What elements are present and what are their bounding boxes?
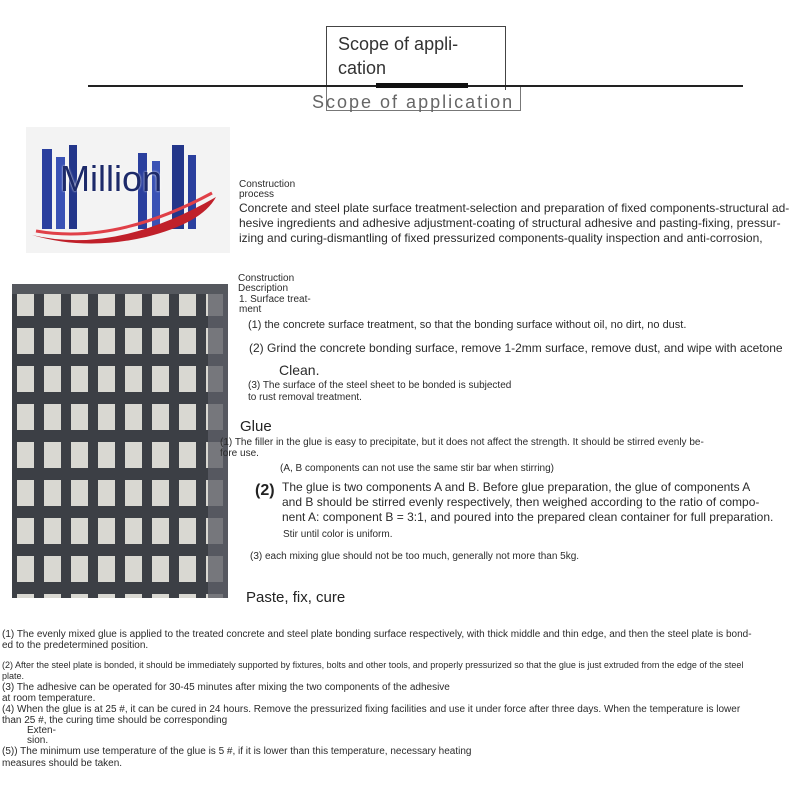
glue-step-2: The glue is two components A and B. Before glue preparation, the glue of components A and B should be stirred evenly respectively, then weighed according to the ratio of compo- nent A: component B = 3:1, and poured into the prepared clean container for full preparation. [282,480,774,524]
surface-step-2: (2) Grind the concrete bonding surface, remove 1-2mm surface, remove dust, and wipe with acetone [249,341,783,355]
paste-step-1: (1) The evenly mixed glue is applied to the treated concrete and steel plate bonding surface respectively, with thick middle and thin edge, and then the steel plate is bond- ed to the predetermined position. [2,629,752,651]
construction-process-text: Concrete and steel plate surface treatment-selection and preparation of fixed components-structural ad- hesive ingredients and adhesive adjustment-coating of structural adhesive and pasting-fixing, pressur- izing and curing-dismantling of fixed pressurized components-quality inspection and anti-corrosion, [239,201,790,245]
paste-step-4: (4) When the glue is at 25 #, it can be cured in 24 hours. Remove the pressurized fixing facilities and use it under force after three days. When the temperature is lower than 25 #, the curing time should be corresponding [2,704,741,726]
steel-plate-bonding-photo [12,284,228,598]
paste-step-2: (2) After the steel plate is bonded, it should be immediately supported by fixtures, bolts and other tools, and properly pressurized so that the glue is just extruded from the edge of the steel plate. [2,660,744,681]
paste-heading: Paste, fix, cure [246,589,346,606]
paste-step-3: (3) The adhesive can be operated for 30-45 minutes after mixing the two components of the adhesive at room temperature. [2,682,450,704]
surface-step-3: (3) The surface of the steel sheet to be bonded is subjected to rust removal treatment. [248,380,512,403]
glue-step-3: (3) each mixing glue should not be too much, generally not more than 5kg. [250,551,580,562]
construction-process-label: Construction process [239,179,296,200]
glue-note: (A, B components can not use the same stir bar when stirring) [280,463,555,474]
paste-step-5: (5)) The minimum use temperature of the glue is 5 #, if it is lower than this temperature, necessary heating measures should be taken. [2,746,472,769]
page-title: Scope of appli- cation [338,34,459,78]
glue-step-1: (1) The filler in the glue is easy to precipitate, but it does not affect the strength. It should be stirred evenly be- fore use. [220,437,704,459]
glue-heading: Glue [240,418,272,435]
page-subtitle: Scope of application [312,92,515,112]
brand-logo-text: Million [60,158,163,199]
surface-treatment-title: 1. Surface treat- ment [239,294,311,315]
paste-step-4-cont: Exten- sion. [27,725,56,746]
construction-description-label: Construction Description [238,273,295,294]
surface-step-2-cont: Clean. [279,362,320,378]
surface-step-1: (1) the concrete surface treatment, so that the bonding surface without oil, no dirt, no dust. [248,319,687,331]
glue-step-2-number: (2) [255,482,275,499]
glue-step-2-sub: Stir until color is uniform. [283,529,393,540]
